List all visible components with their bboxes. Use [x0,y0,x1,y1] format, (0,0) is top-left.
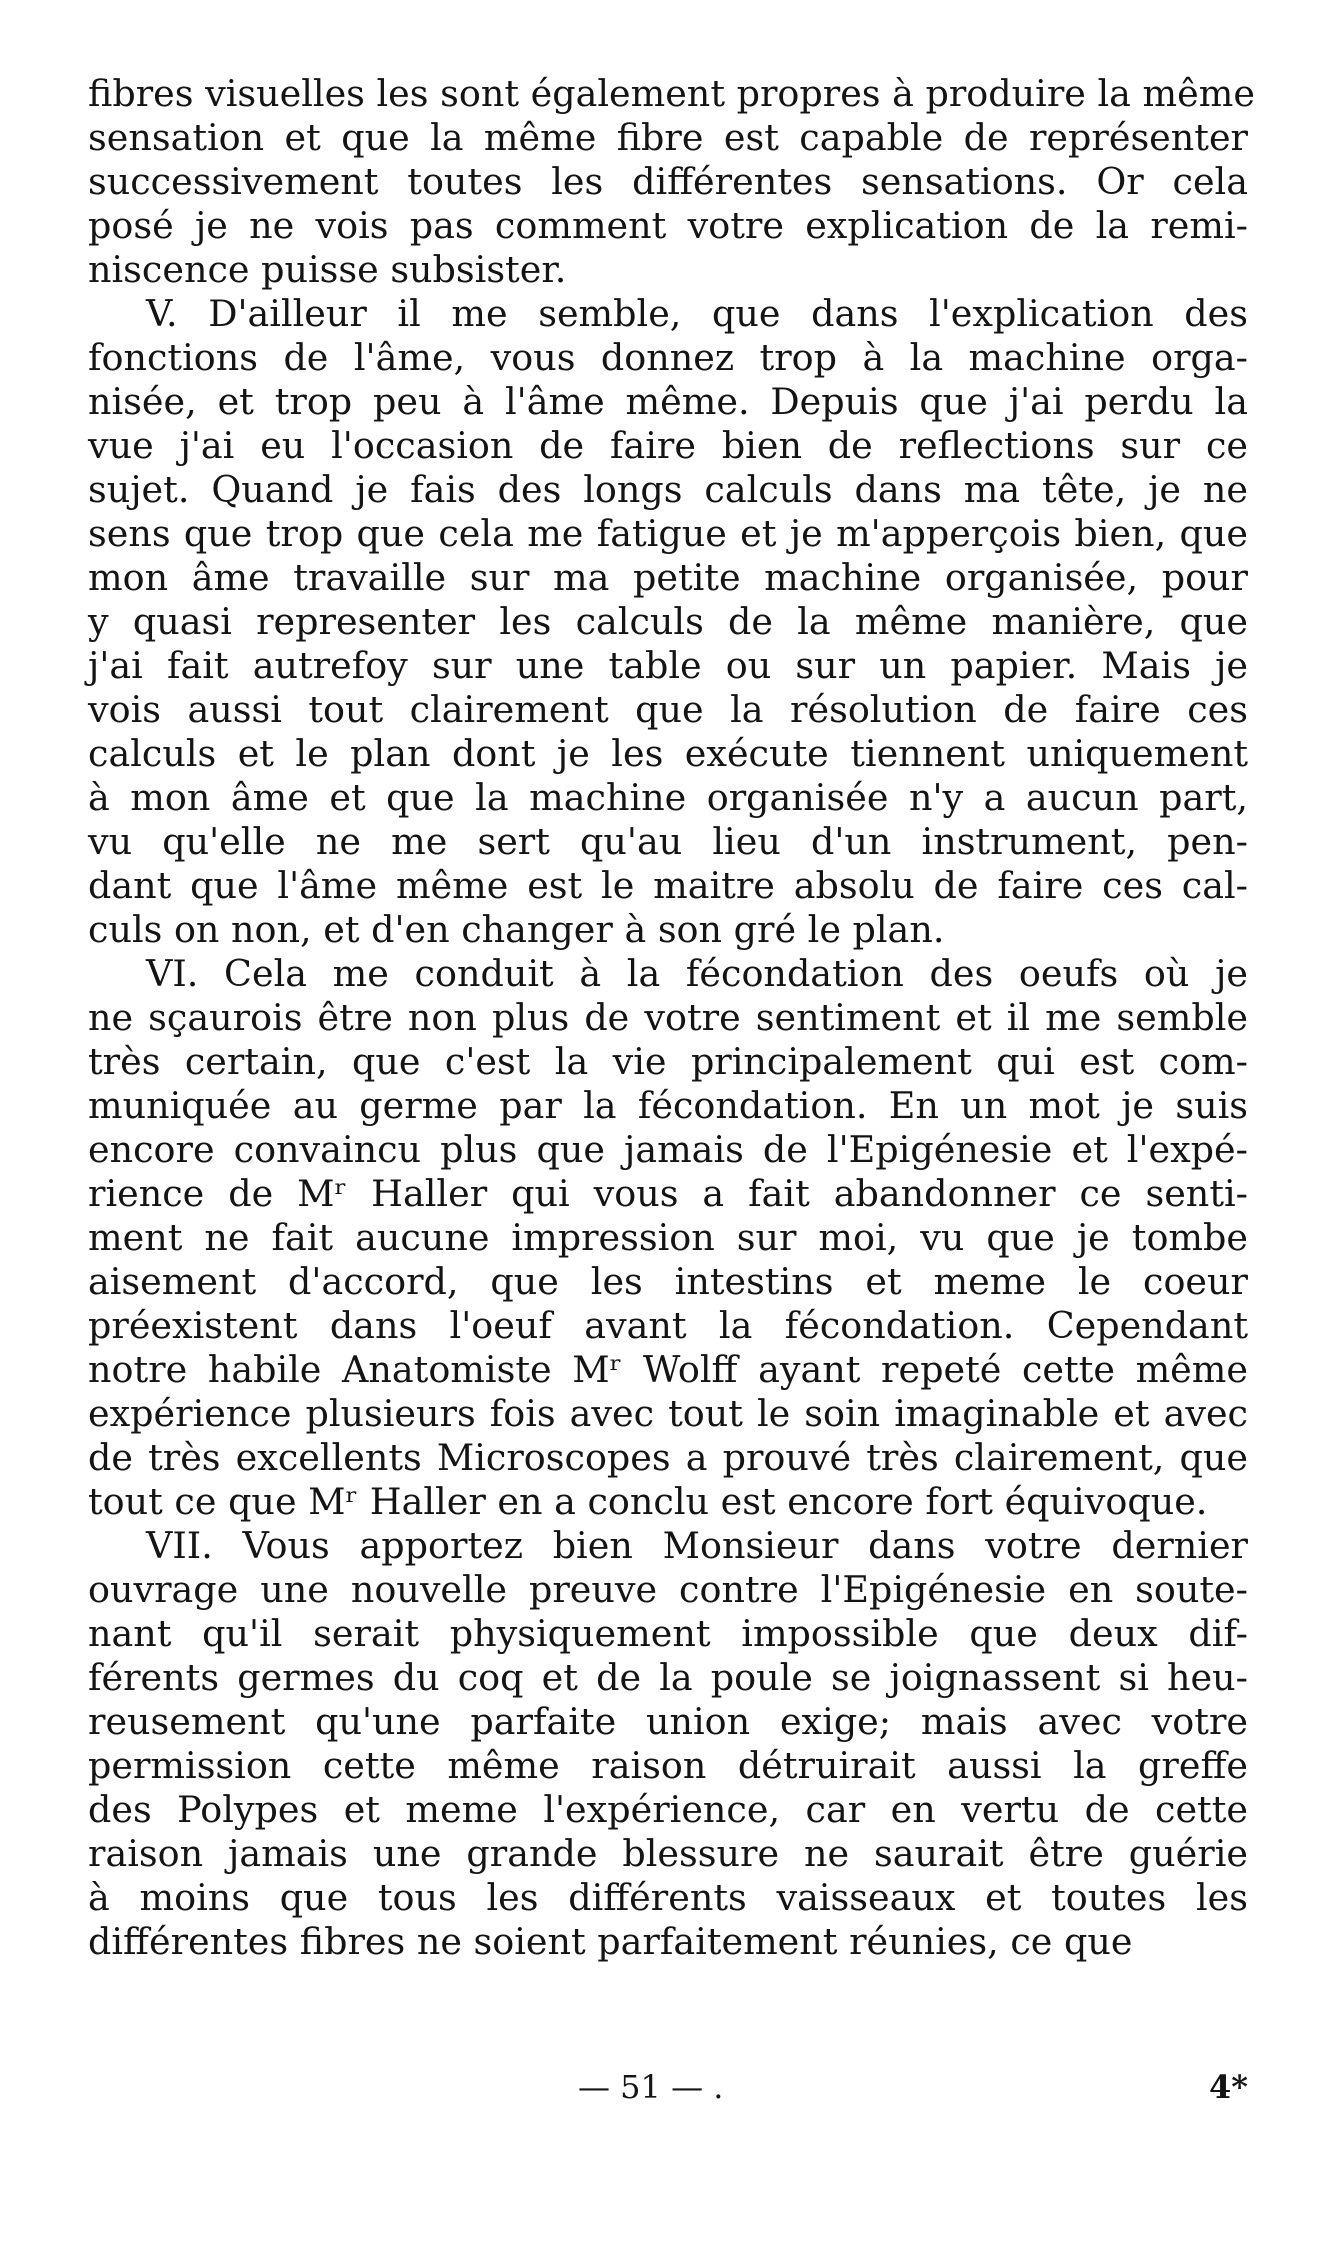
text-line: vue j'ai eu l'occasion de faire bien de reflections sur ce [88,424,1248,467]
text-line: des Polypes et meme l'expérience, car en vertu de cette [88,1788,1248,1831]
paragraph-section-v [88,292,1248,952]
text-line: calculs et le plan dont je les exécute tiennent uniquement [88,732,1248,775]
text-line: culs on non, et d'en changer à son gré le plan. [88,908,945,951]
paragraph-continuation [88,72,1255,292]
text-line: expérience plusieurs fois avec tout le soin imaginable et avec [88,1392,1248,1435]
text-line: rience de Mʳ Haller qui vous a fait abandonner ce senti- [88,1172,1248,1215]
text-line: mon âme travaille sur ma petite machine organisée, pour [88,556,1248,599]
text-line: sensation et que la même fibre est capable de représenter [88,116,1248,159]
text-line: nant qu'il serait physiquement impossible que deux dif- [88,1612,1248,1655]
paragraph-section-vi [88,952,1248,1524]
paragraph-section-vii [88,1524,1248,1964]
text-line: à moins que tous les différents vaisseaux et toutes les [88,1876,1248,1919]
text-line: y quasi representer les calculs de la même manière, que [88,600,1248,643]
text-line: permission cette même raison détruirait aussi la greffe [88,1744,1248,1787]
page-body [88,72,1255,1964]
text-line: férents germes du coq et de la poule se joignassent si heu- [88,1656,1248,1699]
text-line: ment ne fait aucune impression sur moi, vu que je tombe [88,1216,1248,1259]
text-line: sujet. Quand je fais des longs calculs dans ma tête, je ne [88,468,1248,511]
text-line: dant que l'âme même est le maitre absolu de faire ces cal- [88,864,1248,907]
text-line: sens que trop que cela me fatigue et je m'apperçois bien, que [88,512,1248,555]
text-line: encore convaincu plus que jamais de l'Epigénesie et l'expé- [88,1128,1248,1171]
page-footer [88,2068,1248,2118]
text-line: fibres visuelles les sont également propres à produire la même [88,72,1255,115]
text-line: différentes fibres ne soient parfaitement réunies, ce que [88,1920,1133,1963]
text-line: de très excellents Microscopes a prouvé très clairement, que [88,1436,1248,1479]
text-line: tout ce que Mʳ Haller en a conclu est encore fort équivoque. [88,1480,1208,1523]
text-line: ouvrage une nouvelle preuve contre l'Epigénesie en soute- [88,1568,1248,1611]
sheet-signature: 4* [1209,2068,1248,2106]
text-line: vois aussi tout clairement que la résolution de faire ces [88,688,1248,731]
text-line: vu qu'elle ne me sert qu'au lieu d'un instrument, pen- [88,820,1248,863]
text-line: très certain, que c'est la vie principalement qui est com- [88,1040,1248,1083]
text-line: muniquée au germe par la fécondation. En un mot je suis [88,1084,1248,1127]
text-line: fonctions de l'âme, vous donnez trop à la machine orga- [88,336,1248,379]
page-number: — 51 — . [578,2068,724,2106]
text-line: notre habile Anatomiste Mʳ Wolff ayant repeté cette même [88,1348,1248,1391]
text-line: successivement toutes les différentes sensations. Or cela [88,160,1248,203]
text-line: ne sçaurois être non plus de votre sentiment et il me semble [88,996,1248,1039]
text-line: niscence puisse subsister. [88,248,567,291]
text-line: nisée, et trop peu à l'âme même. Depuis que j'ai perdu la [88,380,1248,423]
text-line: j'ai fait autrefoy sur une table ou sur un papier. Mais je [88,644,1248,687]
text-line: aisement d'accord, que les intestins et meme le coeur [88,1260,1248,1303]
text-line: VI. Cela me conduit à la fécondation des oeufs où je [146,952,1248,995]
text-line: VII. Vous apportez bien Monsieur dans votre dernier [146,1524,1248,1567]
text-line: à mon âme et que la machine organisée n'y a aucun part, [88,776,1248,819]
text-line: préexistent dans l'oeuf avant la fécondation. Cependant [88,1304,1248,1347]
text-line: posé je ne vois pas comment votre explication de la remi- [88,204,1248,247]
text-line: raison jamais une grande blessure ne saurait être guérie [88,1832,1248,1875]
text-line: V. D'ailleur il me semble, que dans l'explication des [146,292,1248,335]
text-line: reusement qu'une parfaite union exige; mais avec votre [88,1700,1248,1743]
